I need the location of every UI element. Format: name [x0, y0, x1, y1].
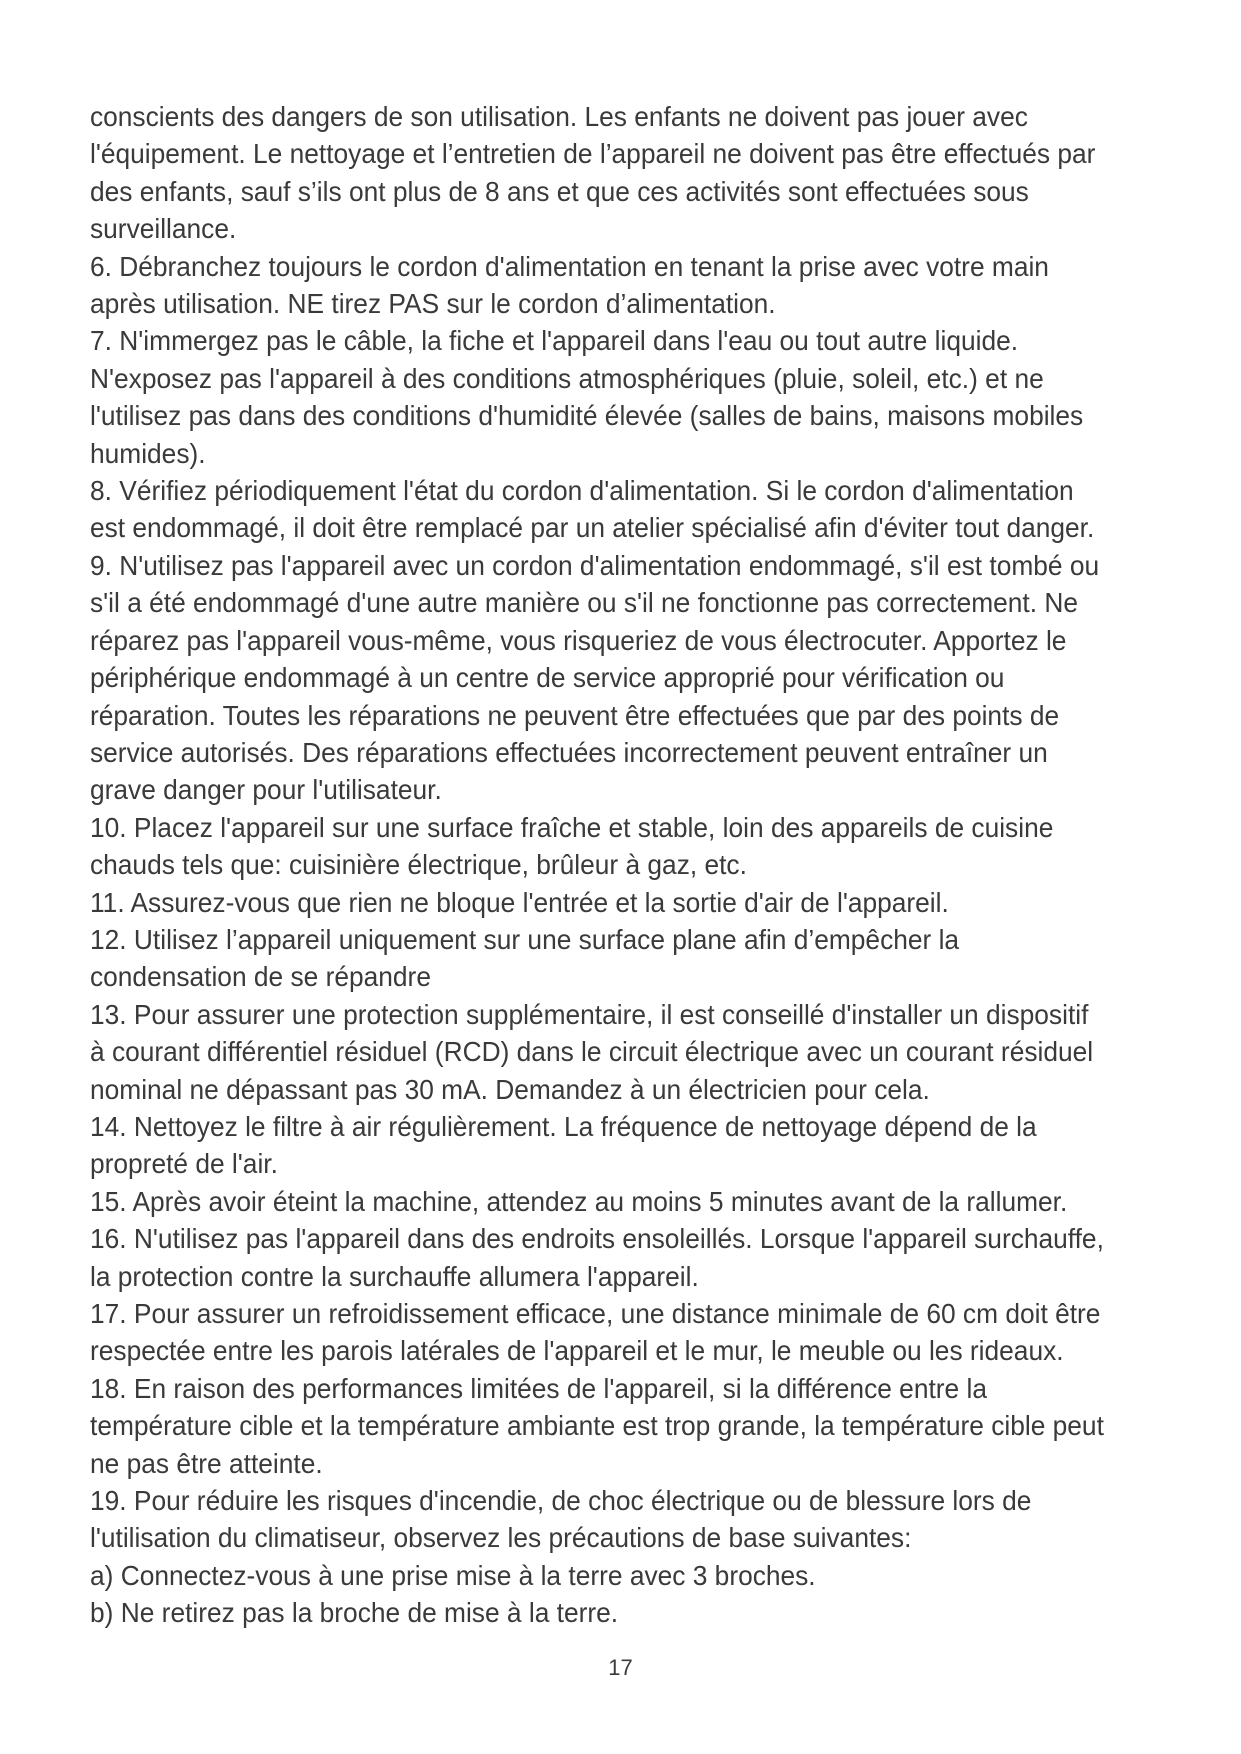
paragraph-item-12: 12. Utilisez l’appareil uniquement sur une surface plane afin d’empêcher la condensation de se répandre — [90, 923, 960, 993]
paragraph-item-6: 6. Débranchez toujours le cordon d'alimentation en tenant la prise avec votre main après utilisation. NE tirez PAS sur le cordon d’alimentation. — [90, 250, 1049, 320]
paragraph-item-13: 13. Pour assurer une protection supplémentaire, il est conseillé d'installer un dispositif à courant différentiel résiduel (RCD) dans le circuit électrique avec un courant résiduel nominal ne dépassant pas 30 mA. Demandez à un électricien pour cela. — [90, 998, 1094, 1105]
paragraph-item-19a: a) Connectez-vous à une prise mise à la terre avec 3 broches. — [90, 1559, 816, 1591]
paragraph-item-9: 9. N'utilisez pas l'appareil avec un cordon d'alimentation endommagé, s'il est tombé ou s'il a été endommagé d'une autre manière ou s'il ne fonctionne pas correctement. Ne réparez pas l'appareil vous-même, vous risqueriez de vous électrocuter. Apportez le périphérique endommagé à un centre de service approprié pour vérification ou réparation. Toutes les réparations ne peuvent être effectuées que par des points de service autorisés. Des réparations effectuées incorrectement peuvent entraîner un grave danger pour l'utilisateur. — [90, 549, 1100, 806]
paragraph-item-10: 10. Placez l'appareil sur une surface fraîche et stable, loin des appareils de cuisine chauds tels que: cuisinière électrique, brûleur à gaz, etc. — [90, 811, 1054, 881]
paragraph-item-18: 18. En raison des performances limitées de l'appareil, si la différence entre la température cible et la température ambiante est trop grande, la température cible peut ne pas être atteinte. — [90, 1372, 1104, 1479]
page-number: 17 — [608, 1655, 633, 1680]
paragraph-item-16: 16. N'utilisez pas l'appareil dans des endroits ensoleillés. Lorsque l'appareil surchauffe, la protection contre la surchauffe allumera l'appareil. — [90, 1223, 1104, 1292]
paragraph-item-7: 7. N'immergez pas le câble, la fiche et l'appareil dans l'eau ou tout autre liquide. N'exposez pas l'appareil à des conditions atmosphériques (pluie, soleil, etc.) et ne l'utilisez pas dans des conditions d'humidité élevée (salles de bains, maisons mobiles humides). — [90, 325, 1084, 469]
paragraph-item-19b: b) Ne retirez pas la broche de mise à la terre. — [90, 1597, 619, 1629]
paragraph-item-14: 14. Nettoyez le filtre à air régulièrement. La fréquence de nettoyage dépend de la propreté de l'air. — [90, 1110, 1037, 1180]
page-body — [90, 98, 1105, 1632]
paragraph-item-19: 19. Pour réduire les risques d'incendie, de choc électrique ou de blessure lors de l'utilisation du climatiseur, observez les précautions de base suivantes: — [90, 1485, 1032, 1554]
paragraph-item-17: 17. Pour assurer un refroidissement efficace, une distance minimale de 60 cm doit être respectée entre les parois latérales de l'appareil et le mur, le meuble ou les rideaux. — [90, 1298, 1101, 1367]
paragraph-intro: conscients des dangers de son utilisation. Les enfants ne doivent pas jouer avec l'équipement. Le nettoyage et l’entretien de l’appareil ne doivent pas être effectués par des enfants, sauf s’ils ont plus de 8 ans et que ces activités sont effectuées sous surveillance. — [90, 101, 1096, 245]
paragraph-item-11: 11. Assurez-vous que rien ne bloque l'entrée et la sortie d'air de l'appareil. — [90, 886, 949, 918]
paragraph-item-8: 8. Vérifiez périodiquement l'état du cordon d'alimentation. Si le cordon d'alimentation est endommagé, il doit être remplacé par un atelier spécialisé afin d'éviter tout danger. — [90, 475, 1095, 544]
paragraph-item-15: 15. Après avoir éteint la machine, attendez au moins 5 minutes avant de la rallumer. — [90, 1185, 1068, 1217]
